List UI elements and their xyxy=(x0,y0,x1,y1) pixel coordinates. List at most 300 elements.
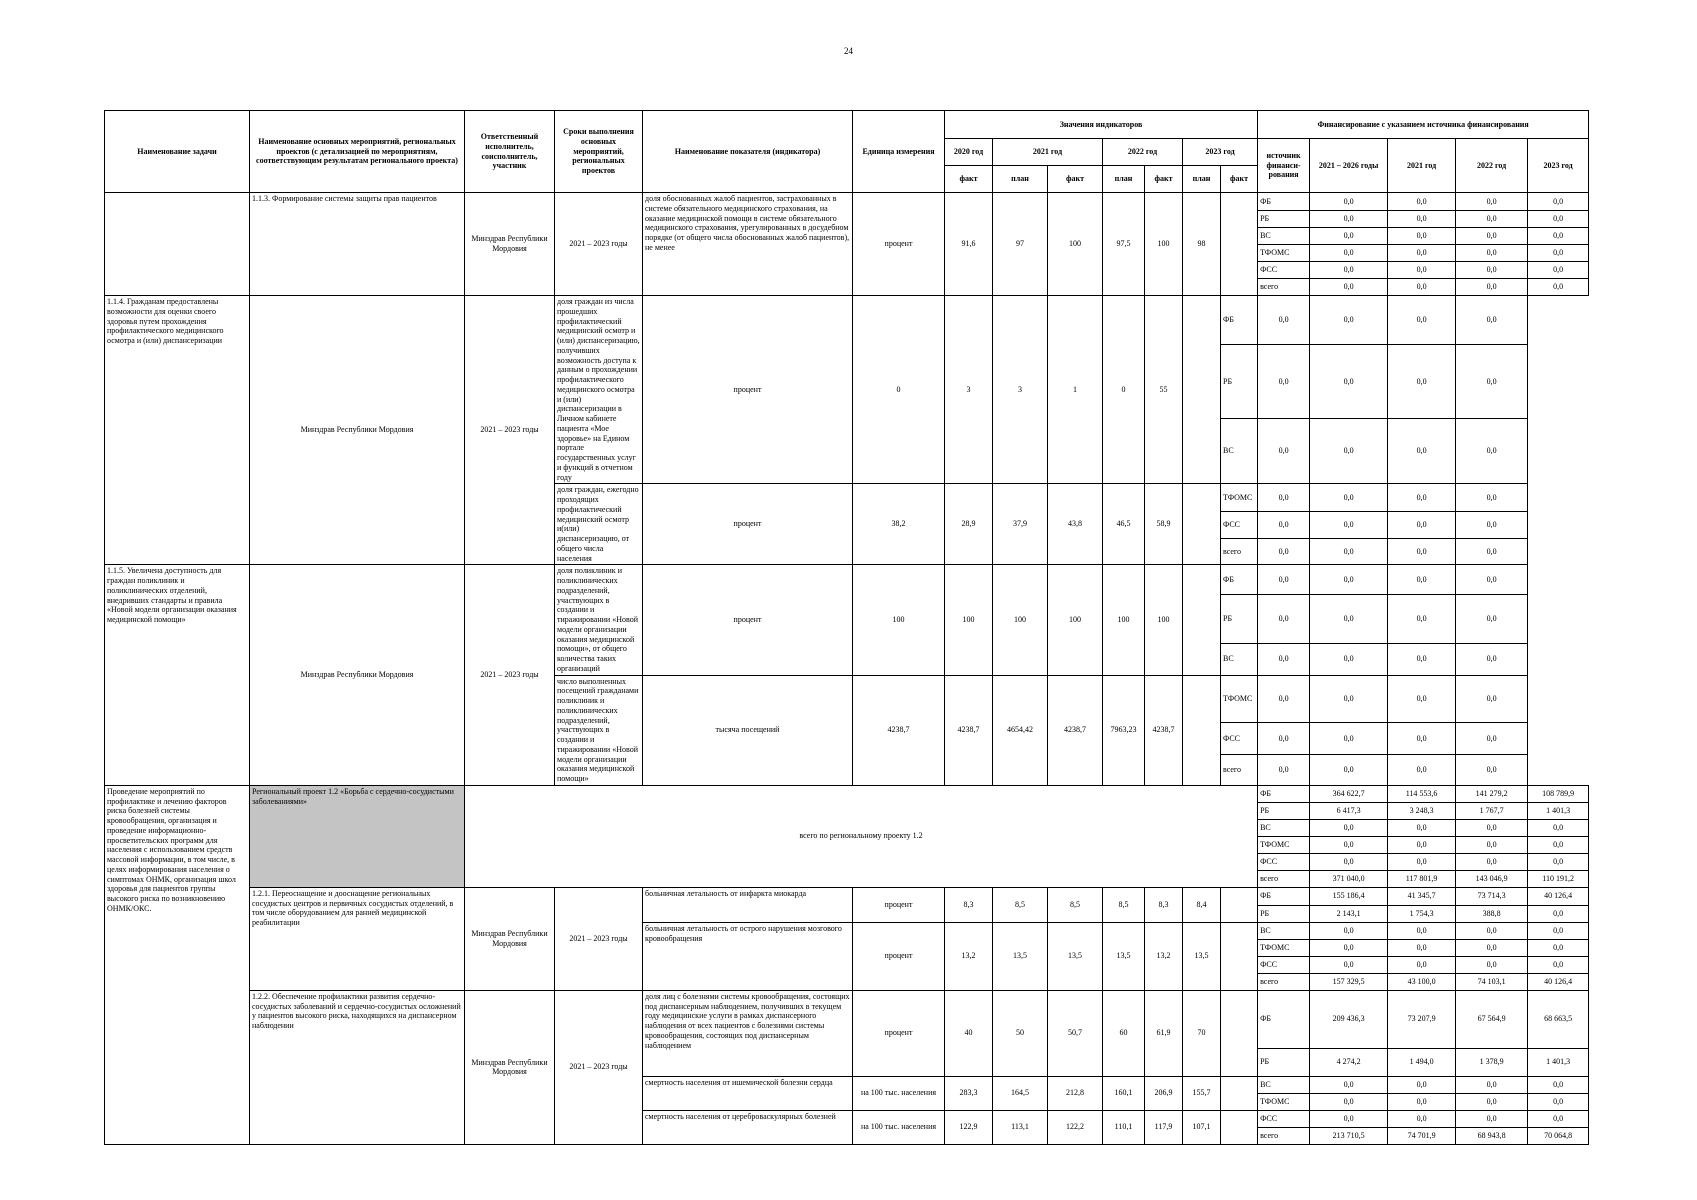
fin-2021: 73 207,9 xyxy=(1388,990,1456,1048)
fin-source: ВС xyxy=(1221,644,1258,676)
fin-2022: 0,0 xyxy=(1388,511,1456,539)
table-header xyxy=(105,111,1589,193)
fin-2021: 0,0 xyxy=(1310,484,1388,512)
fin-2022: 0,0 xyxy=(1388,418,1456,484)
activity-cell: 1.1.5. Увеличена доступность для граждан поликлиник и поликлинических отделений, внедривших стандарты и правила «Новой модели организации оказания медицинской помощи» xyxy=(105,565,250,786)
fin-source: РБ xyxy=(1258,1048,1310,1076)
val-2021-fact: 37,9 xyxy=(993,484,1048,565)
fin-2021: 0,0 xyxy=(1310,539,1388,565)
executor-cell: Минздрав Республики Мордовия xyxy=(250,296,465,565)
val-2023-fact xyxy=(1221,193,1258,296)
executor-cell: Минздрав Республики Мордовия xyxy=(465,193,555,296)
fin-2021-2026: 0,0 xyxy=(1310,245,1388,262)
fin-2021: 0,0 xyxy=(1310,345,1388,419)
fin-2022: 0,0 xyxy=(1456,245,1528,262)
val-2023-fact xyxy=(1221,887,1258,922)
fin-2021-2026: 0,0 xyxy=(1258,484,1310,512)
fin-source: ВС xyxy=(1221,418,1258,484)
fin-2023: 1 401,3 xyxy=(1528,1048,1589,1076)
fin-2021: 0,0 xyxy=(1388,211,1456,228)
fin-2022: 0,0 xyxy=(1388,755,1456,785)
fin-2023: 0,0 xyxy=(1456,755,1528,785)
fin-source: ФСС xyxy=(1258,956,1310,973)
terms-cell: 2021 – 2023 годы xyxy=(555,193,643,296)
col-executor: Ответственный исполнитель, соисполнитель, участник xyxy=(465,111,555,193)
fin-2023: 0,0 xyxy=(1456,296,1528,345)
unit-cell: на 100 тыс. населения xyxy=(853,1110,945,1144)
fin-2022: 74 103,1 xyxy=(1456,973,1528,990)
fin-2022: 0,0 xyxy=(1388,565,1456,595)
fin-2022: 0,0 xyxy=(1456,228,1528,245)
val-2021-fact: 100 xyxy=(1048,193,1103,296)
fin-2021: 74 701,9 xyxy=(1388,1127,1456,1144)
fin-2023: 0,0 xyxy=(1528,228,1589,245)
fin-2023: 0,0 xyxy=(1528,193,1589,211)
fin-2022: 67 564,9 xyxy=(1456,990,1528,1048)
fin-source: всего xyxy=(1258,279,1310,296)
fin-source: РБ xyxy=(1258,905,1310,922)
fin-source: ТФОМС xyxy=(1258,1093,1310,1110)
indicator-cell: доля граждан, ежегодно проходящих профилактический медицинский осмотр и(или) диспансеризацию, от общего числа населения xyxy=(555,484,643,565)
fin-2021: 0,0 xyxy=(1388,853,1456,870)
terms-cell: 2021 – 2023 годы xyxy=(465,296,555,565)
val-2021-plan: 8,5 xyxy=(993,887,1048,922)
fin-2023: 0,0 xyxy=(1528,1076,1589,1093)
regional-project-cell: Региональный проект 1.2 «Борьба с сердечно-сосудистыми заболеваниями» xyxy=(250,785,465,887)
fin-2021-2026: 0,0 xyxy=(1310,956,1388,973)
fin-2021: 0,0 xyxy=(1388,279,1456,296)
fin-2022: 0,0 xyxy=(1388,675,1456,723)
activity-cell: 1.1.4. Гражданам предоставлены возможности для оценки своего здоровья путем прохождения профилактического медицинского осмотра и (или) диспансеризации xyxy=(105,296,250,565)
fin-2023: 40 126,4 xyxy=(1528,887,1589,905)
fin-2021: 0,0 xyxy=(1388,922,1456,939)
val-2020-fact: 40 xyxy=(945,990,993,1076)
fin-source: ВС xyxy=(1258,1076,1310,1093)
fin-2021-2026: 0,0 xyxy=(1258,511,1310,539)
fin-2023: 0,0 xyxy=(1456,675,1528,723)
val-2020-fact: 0 xyxy=(853,296,945,484)
fin-2021: 1 754,3 xyxy=(1388,905,1456,922)
fin-2021: 41 345,7 xyxy=(1388,887,1456,905)
fin-2023: 0,0 xyxy=(1528,211,1589,228)
fin-2021: 0,0 xyxy=(1310,723,1388,755)
fin-2023: 40 126,4 xyxy=(1528,973,1589,990)
indicator-cell: доля обоснованных жалоб пациентов, застрахованных в системе обязательного медицинского страхования, на оказание медицинской помощи в системе обязательного медицинского страхования, урегулированных в досудебном порядке (от общего числа обоснованных жалоб пациентов), не менее xyxy=(643,193,853,296)
fin-source: РБ xyxy=(1221,345,1258,419)
fin-2022: 0,0 xyxy=(1456,262,1528,279)
fin-2021: 0,0 xyxy=(1388,1076,1456,1093)
fin-2022: 73 714,3 xyxy=(1456,887,1528,905)
fin-2021-2026: 0,0 xyxy=(1258,565,1310,595)
fin-2021-2026: 2 143,1 xyxy=(1310,905,1388,922)
val-2022-fact: 13,2 xyxy=(1145,922,1183,990)
fin-2022: 0,0 xyxy=(1388,296,1456,345)
val-2023-plan: 55 xyxy=(1145,296,1183,484)
terms-cell: 2021 – 2023 годы xyxy=(555,990,643,1144)
fin-2021-2026: 364 622,7 xyxy=(1310,785,1388,802)
regional-project-total-label: всего по региональному проекту 1.2 xyxy=(465,785,1258,887)
fin-2021-2026: 0,0 xyxy=(1310,939,1388,956)
fin-source: ФСС xyxy=(1221,723,1258,755)
fin-source: ТФОМС xyxy=(1258,836,1310,853)
fin-2021: 0,0 xyxy=(1388,1093,1456,1110)
fin-2021-2026: 0,0 xyxy=(1310,853,1388,870)
col-source: источник финанси-рования xyxy=(1258,139,1310,193)
col-2020: 2020 год xyxy=(945,139,993,166)
fin-2022: 1 378,9 xyxy=(1456,1048,1528,1076)
val-2023-plan: 70 xyxy=(1183,990,1221,1076)
fin-2023: 0,0 xyxy=(1456,595,1528,644)
fin-2022: 0,0 xyxy=(1456,836,1528,853)
fin-2021: 0,0 xyxy=(1310,675,1388,723)
col-f2023: 2023 год xyxy=(1528,139,1589,193)
val-2022-plan: 100 xyxy=(1048,565,1103,675)
fin-source: ФСС xyxy=(1221,511,1258,539)
fin-source: ФСС xyxy=(1258,1110,1310,1127)
fin-2023: 0,0 xyxy=(1456,644,1528,676)
sub-plan: план xyxy=(1183,166,1221,193)
activity-cell: 1.2.2. Обеспечение профилактики развития сердечно-сосудистых заболеваний и сердечно-сосудистых осложнений у пациентов высокого риска, находящихся на диспансерном наблюдении xyxy=(250,990,465,1144)
fin-2022: 0,0 xyxy=(1456,1093,1528,1110)
col-f2126: 2021 – 2026 годы xyxy=(1310,139,1388,193)
fin-2022: 0,0 xyxy=(1456,211,1528,228)
fin-2021-2026: 0,0 xyxy=(1258,595,1310,644)
val-2023-fact xyxy=(1183,675,1221,785)
fin-source: ФБ xyxy=(1258,193,1310,211)
fin-2021: 0,0 xyxy=(1310,296,1388,345)
fin-source: ФБ xyxy=(1258,990,1310,1048)
unit-cell: на 100 тыс. населения xyxy=(853,1076,945,1110)
val-2020-fact: 8,3 xyxy=(945,887,993,922)
col-unit: Единица измерения xyxy=(853,111,945,193)
fin-2023: 0,0 xyxy=(1456,484,1528,512)
col-2023: 2023 год xyxy=(1183,139,1258,166)
fin-2022: 0,0 xyxy=(1388,539,1456,565)
fin-2023: 0,0 xyxy=(1528,836,1589,853)
fin-2023: 110 191,2 xyxy=(1528,870,1589,887)
fin-2021-2026: 0,0 xyxy=(1310,1093,1388,1110)
val-2020-fact: 4238,7 xyxy=(853,675,945,785)
sub-fact: факт xyxy=(945,166,993,193)
val-2021-fact: 212,8 xyxy=(1048,1076,1103,1110)
terms-cell: 2021 – 2023 годы xyxy=(555,887,643,990)
fin-2021: 0,0 xyxy=(1388,245,1456,262)
fin-2023: 0,0 xyxy=(1528,905,1589,922)
val-2022-plan: 60 xyxy=(1103,990,1145,1076)
fin-2022: 0,0 xyxy=(1456,1076,1528,1093)
fin-2021-2026: 0,0 xyxy=(1258,723,1310,755)
val-2021-plan: 13,5 xyxy=(993,922,1048,990)
val-2022-fact: 206,9 xyxy=(1145,1076,1183,1110)
fin-2021: 0,0 xyxy=(1310,565,1388,595)
fin-source: ФСС xyxy=(1258,853,1310,870)
val-2021-fact: 50,7 xyxy=(1048,990,1103,1076)
activity-cell: 1.2.1. Переоснащение и дооснащение региональных сосудистых центров и первичных сосудистых отделений, в том числе оборудованием для ранней медицинской реабилитации xyxy=(250,887,465,990)
page-number: 24 xyxy=(844,46,853,56)
fin-2023: 0,0 xyxy=(1528,262,1589,279)
unit-cell: процент xyxy=(853,193,945,296)
fin-2023: 68 663,5 xyxy=(1528,990,1589,1048)
fin-source: ТФОМС xyxy=(1221,484,1258,512)
sub-fact: факт xyxy=(1048,166,1103,193)
fin-2021: 3 248,3 xyxy=(1388,802,1456,819)
val-2022-fact: 61,9 xyxy=(1145,990,1183,1076)
val-2023-fact xyxy=(1183,484,1221,565)
sub-plan: план xyxy=(993,166,1048,193)
fin-2021: 0,0 xyxy=(1310,595,1388,644)
unit-cell: тысяча посещений xyxy=(643,675,853,785)
fin-2021-2026: 155 186,4 xyxy=(1310,887,1388,905)
fin-2023: 0,0 xyxy=(1528,245,1589,262)
val-2023-plan: 58,9 xyxy=(1145,484,1183,565)
fin-2021-2026: 0,0 xyxy=(1310,922,1388,939)
fin-2023: 0,0 xyxy=(1456,565,1528,595)
fin-2021-2026: 0,0 xyxy=(1310,836,1388,853)
fin-source: всего xyxy=(1221,755,1258,785)
val-2020-fact: 122,9 xyxy=(945,1110,993,1144)
col-task: Наименование задачи xyxy=(105,111,250,193)
fin-2023: 0,0 xyxy=(1456,511,1528,539)
fin-2022: 0,0 xyxy=(1388,723,1456,755)
fin-source: всего xyxy=(1258,973,1310,990)
fin-2023: 0,0 xyxy=(1528,1093,1589,1110)
val-2023-fact xyxy=(1221,1076,1258,1110)
col-2022: 2022 год xyxy=(1103,139,1183,166)
val-2021-plan: 113,1 xyxy=(993,1110,1048,1144)
val-2022-plan: 1 xyxy=(1048,296,1103,484)
val-2023-fact xyxy=(1183,565,1221,675)
indicator-cell: доля лиц с болезнями системы кровообращения, состоящих под диспансерным наблюдением, получивших в текущем году медицинские услуги в рамках диспансерного наблюдения от всех пациентов с болезнями системы кровообращения, состоящих под диспансерным наблюдением xyxy=(643,990,853,1076)
fin-2021: 1 494,0 xyxy=(1388,1048,1456,1076)
fin-2022: 68 943,8 xyxy=(1456,1127,1528,1144)
col-f2021: 2021 год xyxy=(1388,139,1456,193)
val-2021-fact: 100 xyxy=(993,565,1048,675)
col-indicator-values: Значения индикаторов xyxy=(945,111,1258,139)
col-financing: Финансирование с указанием источника финансирования xyxy=(1258,111,1589,139)
unit-cell: процент xyxy=(643,296,853,484)
fin-2021-2026: 0,0 xyxy=(1258,644,1310,676)
fin-2021-2026: 0,0 xyxy=(1310,819,1388,836)
val-2022-plan: 97,5 xyxy=(1103,193,1145,296)
val-2023-plan: 100 xyxy=(1145,565,1183,675)
fin-2022: 0,0 xyxy=(1456,956,1528,973)
val-2021-plan: 28,9 xyxy=(945,484,993,565)
fin-source: ФБ xyxy=(1221,296,1258,345)
fin-2021: 0,0 xyxy=(1388,193,1456,211)
indicator-cell: доля граждан из числа прошедших профилактический медицинский осмотр и (или) диспансеризацию, получивших возможность доступа к данным о прохождении профилактического медицинского осмотра и (или) диспансеризации в Личном кабинете пациента «Мое здоровье» на Едином портале государственных услуг и функций в отчетном году xyxy=(555,296,643,484)
val-2023-fact xyxy=(1221,922,1258,990)
val-2021-plan: 3 xyxy=(945,296,993,484)
task-cell-empty xyxy=(105,193,250,296)
fin-2023: 108 789,9 xyxy=(1528,785,1589,802)
indicator-cell: смертность населения от цереброваскулярных болезней xyxy=(643,1110,853,1144)
col-activity: Наименование основных мероприятий, региональных проектов (с детализацией по мероприятиям, соответствующим результатам регионального проекта) xyxy=(250,111,465,193)
unit-cell: процент xyxy=(853,922,945,990)
fin-2021: 0,0 xyxy=(1310,755,1388,785)
fin-2022: 0,0 xyxy=(1388,644,1456,676)
val-2023-plan: 155,7 xyxy=(1183,1076,1221,1110)
fin-2021-2026: 371 040,0 xyxy=(1310,870,1388,887)
fin-source: ФСС xyxy=(1258,262,1310,279)
fin-2021-2026: 0,0 xyxy=(1310,262,1388,279)
val-2023-plan: 8,4 xyxy=(1183,887,1221,922)
fin-2021-2026: 0,0 xyxy=(1310,279,1388,296)
unit-cell: процент xyxy=(853,990,945,1076)
fin-source: всего xyxy=(1258,870,1310,887)
fin-2023: 0,0 xyxy=(1528,939,1589,956)
val-2020-fact: 283,3 xyxy=(945,1076,993,1110)
fin-source: ТФОМС xyxy=(1258,939,1310,956)
fin-2022: 1 767,7 xyxy=(1456,802,1528,819)
fin-2021: 0,0 xyxy=(1310,511,1388,539)
fin-2022: 0,0 xyxy=(1456,922,1528,939)
val-2021-plan: 4238,7 xyxy=(945,675,993,785)
col-terms: Сроки выполнения основных мероприятий, региональных проектов xyxy=(555,111,643,193)
fin-2021-2026: 209 436,3 xyxy=(1310,990,1388,1048)
fin-2021: 0,0 xyxy=(1310,418,1388,484)
fin-source: ТФОМС xyxy=(1258,245,1310,262)
col-2021: 2021 год xyxy=(993,139,1103,166)
val-2023-plan: 4238,7 xyxy=(1145,675,1183,785)
fin-2021-2026: 0,0 xyxy=(1258,539,1310,565)
val-2023-plan: 98 xyxy=(1183,193,1221,296)
fin-2021: 0,0 xyxy=(1310,644,1388,676)
fin-2023: 0,0 xyxy=(1528,853,1589,870)
val-2021-fact: 4654,42 xyxy=(993,675,1048,785)
fin-2023: 70 064,8 xyxy=(1528,1127,1589,1144)
val-2023-fact xyxy=(1221,1110,1258,1144)
val-2022-plan: 4238,7 xyxy=(1048,675,1103,785)
fin-source: РБ xyxy=(1258,211,1310,228)
sub-fact: факт xyxy=(1221,166,1258,193)
col-f2022: 2022 год xyxy=(1456,139,1528,193)
sub-fact: факт xyxy=(1145,166,1183,193)
fin-2021: 0,0 xyxy=(1388,956,1456,973)
indicator-cell: смертность населения от ишемической болезни сердца xyxy=(643,1076,853,1110)
unit-cell: процент xyxy=(643,484,853,565)
fin-2023: 0,0 xyxy=(1528,922,1589,939)
fin-source: ФБ xyxy=(1258,785,1310,802)
val-2023-fact xyxy=(1183,296,1221,484)
executor-cell: Минздрав Республики Мордовия xyxy=(465,887,555,990)
val-2020-fact: 38,2 xyxy=(853,484,945,565)
val-2021-plan: 100 xyxy=(945,565,993,675)
fin-2021: 0,0 xyxy=(1388,939,1456,956)
fin-2021-2026: 0,0 xyxy=(1258,296,1310,345)
val-2022-plan: 110,1 xyxy=(1103,1110,1145,1144)
indicator-cell: больничная летальность от острого нарушения мозгового кровообращения xyxy=(643,922,853,990)
fin-source: ВС xyxy=(1258,819,1310,836)
fin-2021: 0,0 xyxy=(1388,1110,1456,1127)
val-2021-plan: 164,5 xyxy=(993,1076,1048,1110)
fin-source: ВС xyxy=(1258,228,1310,245)
fin-2022: 0,0 xyxy=(1456,193,1528,211)
executor-cell: Минздрав Республики Мордовия xyxy=(465,990,555,1144)
val-2021-fact: 13,5 xyxy=(1048,922,1103,990)
val-2022-fact: 46,5 xyxy=(1103,484,1145,565)
val-2022-fact: 8,3 xyxy=(1145,887,1183,922)
task-cell: Проведение мероприятий по профилактике и лечению факторов риска болезней системы кровообращения, организация и проведение информационно-просветительских программ для населения с использованием средств массовой информации, в том числе, в целях информирования населения о симптомах ОНМК, организация школ здоровья для пациентов группы высокого риска по возникновению ОНМК/ОКС. xyxy=(105,785,250,1144)
fin-2021-2026: 4 274,2 xyxy=(1310,1048,1388,1076)
unit-cell: процент xyxy=(853,887,945,922)
fin-source: ФБ xyxy=(1258,887,1310,905)
fin-2022: 143 046,9 xyxy=(1456,870,1528,887)
fin-2021: 43 100,0 xyxy=(1388,973,1456,990)
fin-2022: 0,0 xyxy=(1388,484,1456,512)
fin-2021-2026: 0,0 xyxy=(1310,211,1388,228)
val-2020-fact: 13,2 xyxy=(945,922,993,990)
fin-2023: 0,0 xyxy=(1528,1110,1589,1127)
fin-2021: 0,0 xyxy=(1388,262,1456,279)
fin-source: ФБ xyxy=(1221,565,1258,595)
val-2022-fact: 0 xyxy=(1103,296,1145,484)
val-2022-fact: 7963,23 xyxy=(1103,675,1145,785)
indicator-cell: доля поликлиник и поликлинических подразделений, участвующих в создании и тиражировании «Новой модели организации оказания медицинской помощи», от общего количества таких организаций xyxy=(555,565,643,675)
val-2020-fact: 91,6 xyxy=(945,193,993,296)
fin-2021-2026: 0,0 xyxy=(1258,418,1310,484)
indicator-cell: больничная летальность от инфаркта миокарда xyxy=(643,887,853,922)
fin-2021: 0,0 xyxy=(1388,836,1456,853)
fin-2023: 0,0 xyxy=(1528,956,1589,973)
fin-2021-2026: 0,0 xyxy=(1258,755,1310,785)
unit-cell: процент xyxy=(643,565,853,675)
program-table xyxy=(104,110,1589,1145)
val-2022-plan: 8,5 xyxy=(1103,887,1145,922)
val-2023-plan: 107,1 xyxy=(1183,1110,1221,1144)
fin-2021-2026: 213 710,5 xyxy=(1310,1127,1388,1144)
fin-source: всего xyxy=(1258,1127,1310,1144)
fin-2023: 0,0 xyxy=(1528,279,1589,296)
fin-2023: 0,0 xyxy=(1456,345,1528,419)
fin-2022: 0,0 xyxy=(1456,279,1528,296)
fin-2021: 0,0 xyxy=(1388,819,1456,836)
fin-2022: 0,0 xyxy=(1456,853,1528,870)
val-2021-fact: 8,5 xyxy=(1048,887,1103,922)
val-2021-plan: 50 xyxy=(993,990,1048,1076)
val-2021-fact: 122,2 xyxy=(1048,1110,1103,1144)
fin-2022: 0,0 xyxy=(1388,595,1456,644)
fin-2021-2026: 6 417,3 xyxy=(1310,802,1388,819)
activity-cell: 1.1.3. Формирование системы защиты прав пациентов xyxy=(250,193,465,296)
executor-cell: Минздрав Республики Мордовия xyxy=(250,565,465,786)
fin-2021: 114 553,6 xyxy=(1388,785,1456,802)
fin-2022: 0,0 xyxy=(1388,345,1456,419)
fin-source: РБ xyxy=(1221,595,1258,644)
fin-2022: 0,0 xyxy=(1456,819,1528,836)
fin-source: ВС xyxy=(1258,922,1310,939)
val-2021-plan: 97 xyxy=(993,193,1048,296)
table-body xyxy=(105,193,1589,1145)
fin-2021-2026: 0,0 xyxy=(1258,675,1310,723)
fin-2021-2026: 0,0 xyxy=(1310,228,1388,245)
terms-cell: 2021 – 2023 годы xyxy=(465,565,555,786)
fin-source: ТФОМС xyxy=(1221,675,1258,723)
val-2022-plan: 160,1 xyxy=(1103,1076,1145,1110)
fin-2022: 0,0 xyxy=(1456,939,1528,956)
fin-2023: 0,0 xyxy=(1456,418,1528,484)
fin-2023: 0,0 xyxy=(1456,723,1528,755)
fin-2021-2026: 0,0 xyxy=(1310,1110,1388,1127)
fin-2022: 0,0 xyxy=(1456,1110,1528,1127)
fin-2021-2026: 0,0 xyxy=(1310,1076,1388,1093)
val-2023-fact xyxy=(1221,990,1258,1076)
val-2022-plan: 13,5 xyxy=(1103,922,1145,990)
fin-2023: 0,0 xyxy=(1456,539,1528,565)
fin-source: РБ xyxy=(1258,802,1310,819)
val-2022-plan: 43,8 xyxy=(1048,484,1103,565)
sub-plan: план xyxy=(1103,166,1145,193)
val-2021-fact: 3 xyxy=(993,296,1048,484)
